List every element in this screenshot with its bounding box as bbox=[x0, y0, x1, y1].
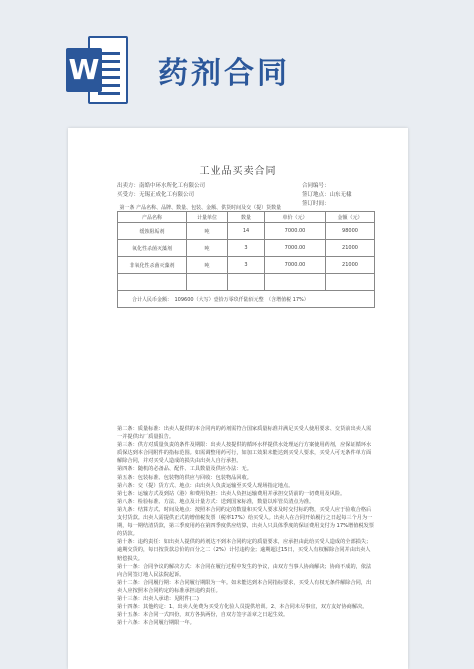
clause: 第六条：交（提）货方式、地点：由出卖人负责运输至买受人现场指定地点。 bbox=[117, 482, 294, 489]
table-cell: 3 bbox=[228, 240, 265, 257]
table-cell: 21000 bbox=[326, 240, 375, 257]
column-header: 产品名称 bbox=[118, 212, 187, 223]
column-header: 计量单位 bbox=[187, 212, 228, 223]
sign-place: 签订地点：山东无棣 bbox=[302, 192, 352, 198]
document-title: 工业品买卖合同 bbox=[199, 166, 277, 177]
total-amount: 合计人民币金额： 109600（大写）壹拾万零玖仟陆佰元整 （含增值税 17%） bbox=[118, 291, 375, 308]
banner-title: 药剂合同 bbox=[158, 56, 290, 91]
clause: 第十五条：本合同一式四份，双方各执两份，自双方签字盖章之日起生效。 bbox=[117, 612, 289, 619]
table-cell: 吨 bbox=[187, 240, 228, 257]
table-header-row bbox=[118, 212, 375, 223]
table-row bbox=[118, 257, 375, 274]
items-table-caption: 第一条 产品名称、品牌、数量、包装、金额、供货时间及交（提）货数量 bbox=[119, 204, 282, 211]
word-letter-badge: W bbox=[66, 48, 102, 92]
table-row bbox=[118, 274, 375, 291]
clause: 第十二条：合同履行期：本合同履行期限为一年。如未能达到本合同指标要求，买受人有权无条件解除合同，出卖人应按照本合同约定的标准承担违约责任。 bbox=[117, 579, 372, 594]
table-cell: 缓蚀阻垢剂 bbox=[118, 223, 187, 240]
table-cell: 7000.00 bbox=[265, 223, 326, 240]
contract-clauses bbox=[117, 425, 375, 627]
table-caption-row bbox=[118, 203, 375, 212]
table-cell: 7000.00 bbox=[265, 240, 326, 257]
table-cell: 3 bbox=[228, 257, 265, 274]
clause: 第九条：结算方式、时间及地点：按照本合同约定的数量和买受人要求及时交付标的物，买受人应于验收合格后支付货款。出卖人需提供正式的增值税发票（税率17%）给买受人。出卖人在合同开始履行之日起每三个月为一期，每一期结清货款，第三季度用药在第四季度供应结算，出卖人只具体季度的保证费用支付为 17%增值税发票的货款。 bbox=[117, 506, 374, 538]
sign-time: 签订时间： bbox=[302, 201, 330, 207]
clause: 第二条：质量标准：出卖人提供的本合同内的药剂需符合国家质量标准并满足买受人使用要求、交货前出卖人需一并提供出厂质量报告。 bbox=[117, 426, 372, 441]
word-doc-icon bbox=[66, 36, 128, 104]
table-cell: 21000 bbox=[326, 257, 375, 274]
column-header: 金额（元） bbox=[326, 212, 375, 223]
items-table bbox=[117, 203, 375, 308]
clause: 第十条：违约责任：如出卖人提供的药剂达不到本合同约定的质量要求，应承担由此给买受人造成的全部损失；逾期交货的，每日按货款总价的百分之二（2%）计付违约金；逾期超过15日，买受人有权解除合同并由出卖人赔偿损失。 bbox=[117, 539, 372, 562]
clause: 第十四条：其他约定：1、出卖人免费为买受方化验人员提供培训。2、本合同未尽事宜，双方友好协商解决。 bbox=[117, 604, 368, 611]
buyer-line: 买受方：无锡正成化工有限公司 bbox=[117, 192, 195, 198]
header-banner bbox=[0, 0, 474, 128]
table-row bbox=[118, 223, 375, 240]
table-cell: 14 bbox=[228, 223, 265, 240]
clause: 第七条：运输方式及到站（港）和费用负担：出卖人负担运输费用并承担交货前的一切费用及风险。 bbox=[117, 490, 346, 497]
clause: 第三条：供方对质量负责的条件及期限：出卖人按提供的循环水样提供水处理运行方案使用药剂，应保证循环水质保达到本合同附件的指标范围。如需调整用药可行，如加工效果未能达到买受人要求，买受人可无条件单方面解除合同，并对买受人造成的损失由出卖人自行承担。 bbox=[117, 442, 372, 465]
table-cell: 7000.00 bbox=[265, 257, 326, 274]
table-cell: 吨 bbox=[187, 257, 228, 274]
clause: 第五条：包装标准、包装物的供应与回收：包装物品回收。 bbox=[117, 474, 252, 481]
column-header: 单价（元） bbox=[265, 212, 326, 223]
clause: 第十三条：出卖人承诺：见附件(二) bbox=[117, 595, 199, 602]
clause: 第八条：检验标准、方法、地点及计量方式：送到国家标准，数量以库管员清点为准。 bbox=[117, 498, 315, 505]
seller-line: 出卖方：南皓中环水所化工有限公司 bbox=[117, 183, 206, 189]
table-cell: 98000 bbox=[326, 223, 375, 240]
document-page bbox=[68, 128, 408, 669]
clause: 第十六条：本合同履行期限一年。 bbox=[117, 620, 195, 627]
clause: 第四条：随机的必备品、配件、工具数量及供应办法：无。 bbox=[117, 466, 252, 473]
table-cell: 氧化性杀菌灭藻剂 bbox=[118, 240, 187, 257]
table-cell: 吨 bbox=[187, 223, 228, 240]
total-row bbox=[118, 291, 375, 308]
clause: 第十一条：合同争议的解决方式：本合同在履行过程中发生的争议，由双方当事人协商解决；协商不成的，依法向合同签订地人民法院起诉。 bbox=[117, 563, 372, 578]
table-cell: 非氧化性杀菌灭藻剂 bbox=[118, 257, 187, 274]
column-header: 数量 bbox=[228, 212, 265, 223]
contract-number: 合同编号： bbox=[302, 183, 330, 189]
table-row bbox=[118, 240, 375, 257]
